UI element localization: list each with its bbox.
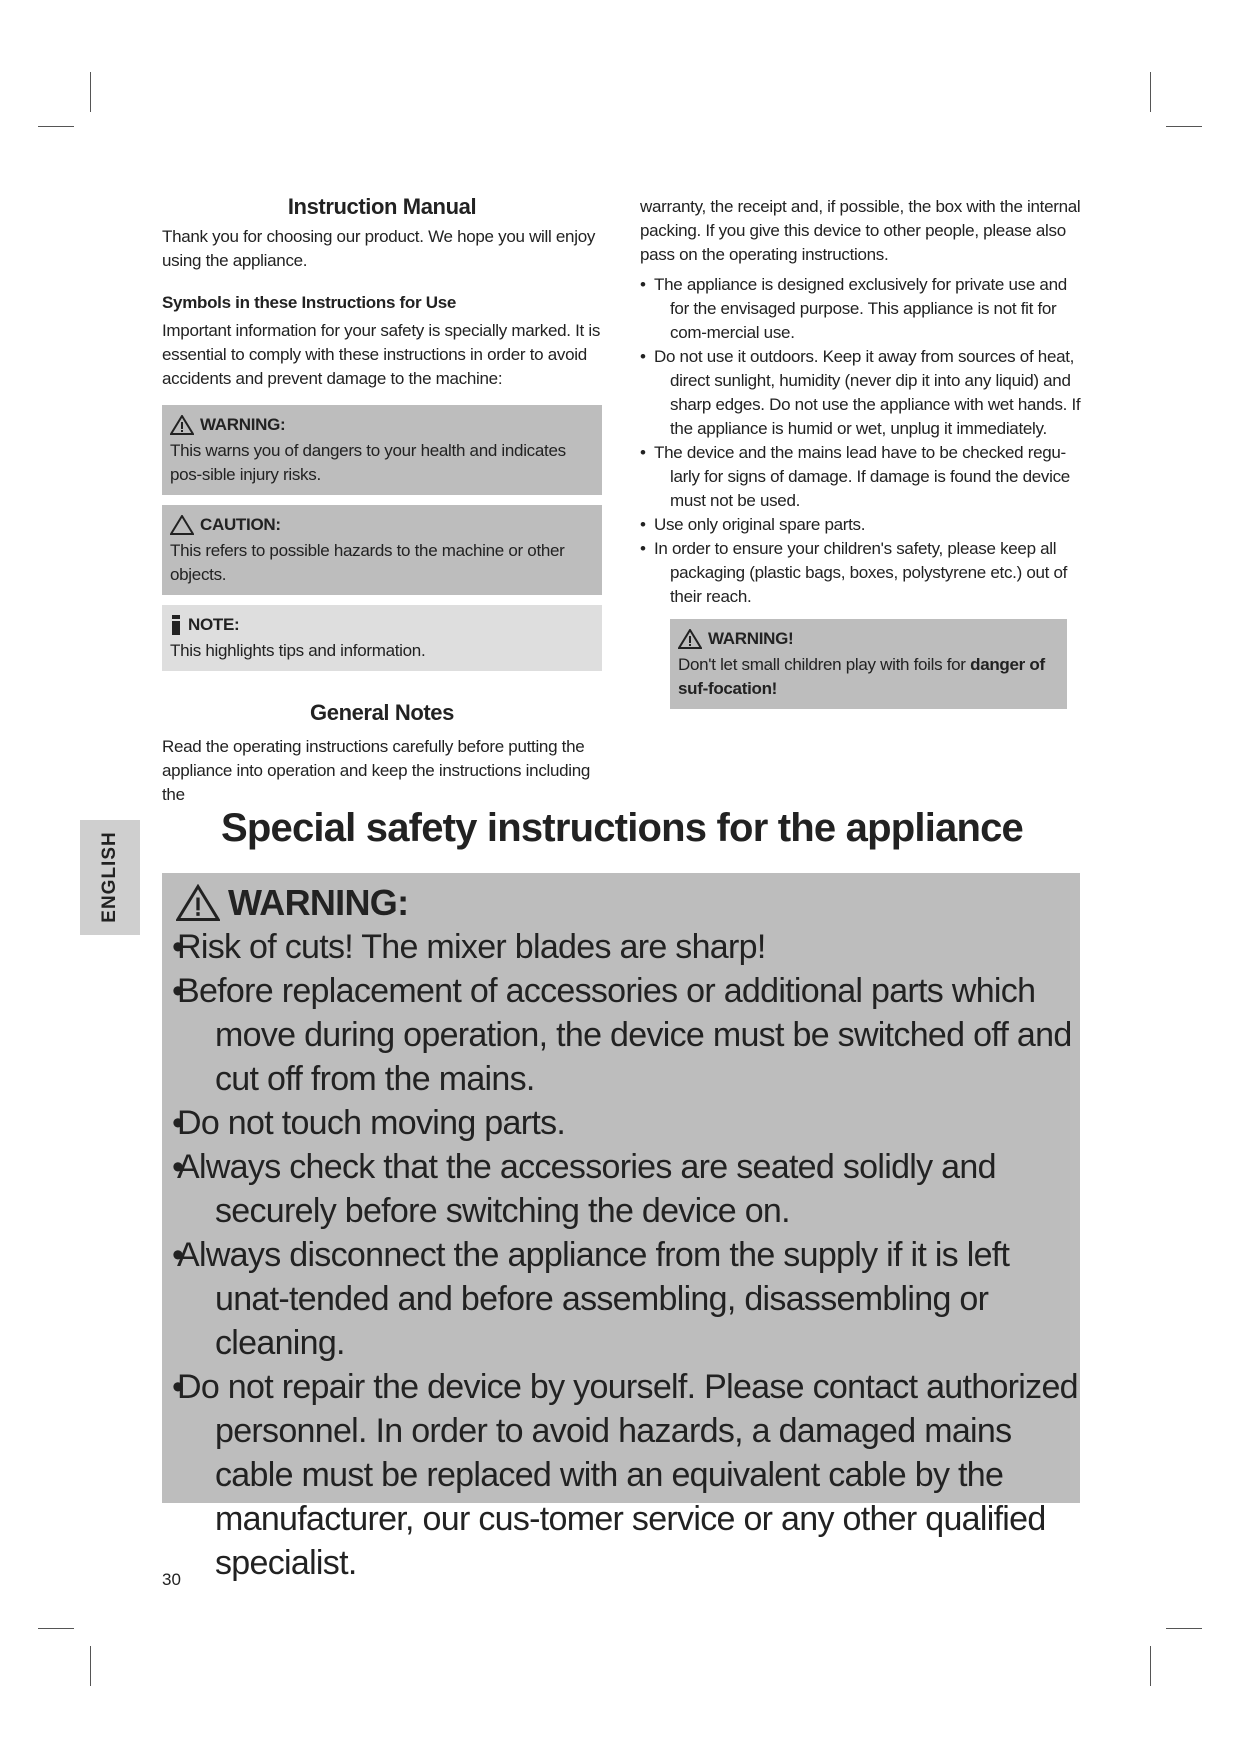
crop-mark	[1166, 1628, 1202, 1629]
symbols-heading: Symbols in these Instructions for Use	[162, 293, 457, 312]
list-item: • In order to ensure your children's safety, please keep all packaging (plastic bags, boxes, polystyrene etc.) out of their reach.	[640, 537, 1085, 609]
caution-box	[162, 505, 602, 595]
instruction-manual-title: Instruction Manual	[287, 194, 477, 219]
symbols-text: Important information for your safety is specially marked. It is essential to comply with these instructions in order to avoid accidents and prevent damage to the machine:	[162, 321, 601, 388]
children-warning-box	[670, 619, 1067, 709]
crop-mark	[38, 126, 74, 127]
page-number: 30	[162, 1570, 181, 1589]
children-warning-label: WARNING!	[708, 629, 794, 648]
children-warning-bold: danger of suf-focation!	[678, 655, 1045, 698]
warning-text: This warns you of dangers to your health and indicates pos-sible injury risks.	[170, 441, 566, 484]
note-label: NOTE:	[188, 615, 240, 634]
list-item: • Do not touch moving parts.	[172, 1101, 1080, 1145]
continuation-text: warranty, the receipt and, if possible, the box with the internal packing. If you give this device to other people, please also pass on the operating instructions.	[640, 197, 1081, 264]
special-warning-label: WARNING:	[228, 882, 409, 923]
crop-mark	[90, 1646, 91, 1686]
list-item: • The device and the mains lead have to be checked regu-larly for signs of damage. If damage is found the device must not be used.	[640, 441, 1085, 513]
left-column	[162, 195, 602, 807]
warning-icon	[170, 415, 194, 435]
special-warning-list	[162, 925, 1080, 1585]
list-item: • Use only original spare parts.	[640, 513, 1085, 537]
list-item: • Do not repair the device by yourself. Please contact authorized personnel. In order to avoid hazards, a damaged mains cable must be replaced with an equivalent cable by the manufacturer, our cus-tomer service or any other qualified specialist.	[172, 1365, 1080, 1585]
children-warning-text: Don't let small children play with foils for	[678, 655, 966, 674]
crop-mark	[90, 72, 91, 112]
list-item: • Always check that the accessories are seated solidly and securely before switching the device on.	[172, 1145, 1080, 1233]
crop-mark	[1150, 1646, 1151, 1686]
note-box	[162, 605, 602, 671]
warning-icon	[176, 884, 220, 922]
special-safety-title: Special safety instructions for the appliance	[220, 806, 1023, 850]
list-item: • The appliance is designed exclusively for private use and for the envisaged purpose. This appliance is not fit for com-mercial use.	[640, 273, 1085, 345]
caution-icon	[170, 515, 194, 535]
general-notes-title: General Notes	[310, 700, 454, 725]
caution-label: CAUTION:	[200, 515, 281, 534]
warning-label: WARNING:	[200, 415, 286, 434]
list-item: • Risk of cuts! The mixer blades are sharp!	[172, 925, 1080, 969]
crop-mark	[38, 1628, 74, 1629]
warning-icon	[678, 629, 702, 649]
caution-text: This refers to possible hazards to the machine or other objects.	[170, 541, 565, 584]
note-text: This highlights tips and information.	[170, 641, 426, 660]
crop-mark	[1166, 126, 1202, 127]
warning-box	[162, 405, 602, 495]
list-item: • Do not use it outdoors. Keep it away from sources of heat, direct sunlight, humidity (never dip it into any liquid) and sharp edges. Do not use the appliance with wet hands. If the appliance is humid or wet, unplug it immediately.	[640, 345, 1085, 441]
language-tab	[80, 820, 140, 935]
general-notes-list	[640, 273, 1085, 609]
intro-text: Thank you for choosing our product. We hope you will enjoy using the appliance.	[162, 227, 596, 270]
list-item: • Always disconnect the appliance from the supply if it is left unat-tended and before assembling, disassembling or cleaning.	[172, 1233, 1080, 1365]
crop-mark	[1150, 72, 1151, 112]
right-column	[640, 195, 1085, 709]
general-notes-text: Read the operating instructions carefully before putting the appliance into operation and keep the instructions including the	[162, 737, 591, 804]
language-label: ENGLISH	[99, 831, 120, 923]
info-icon	[170, 614, 182, 636]
list-item: • Before replacement of accessories or additional parts which move during operation, the device must be switched off and cut off from the mains.	[172, 969, 1080, 1101]
